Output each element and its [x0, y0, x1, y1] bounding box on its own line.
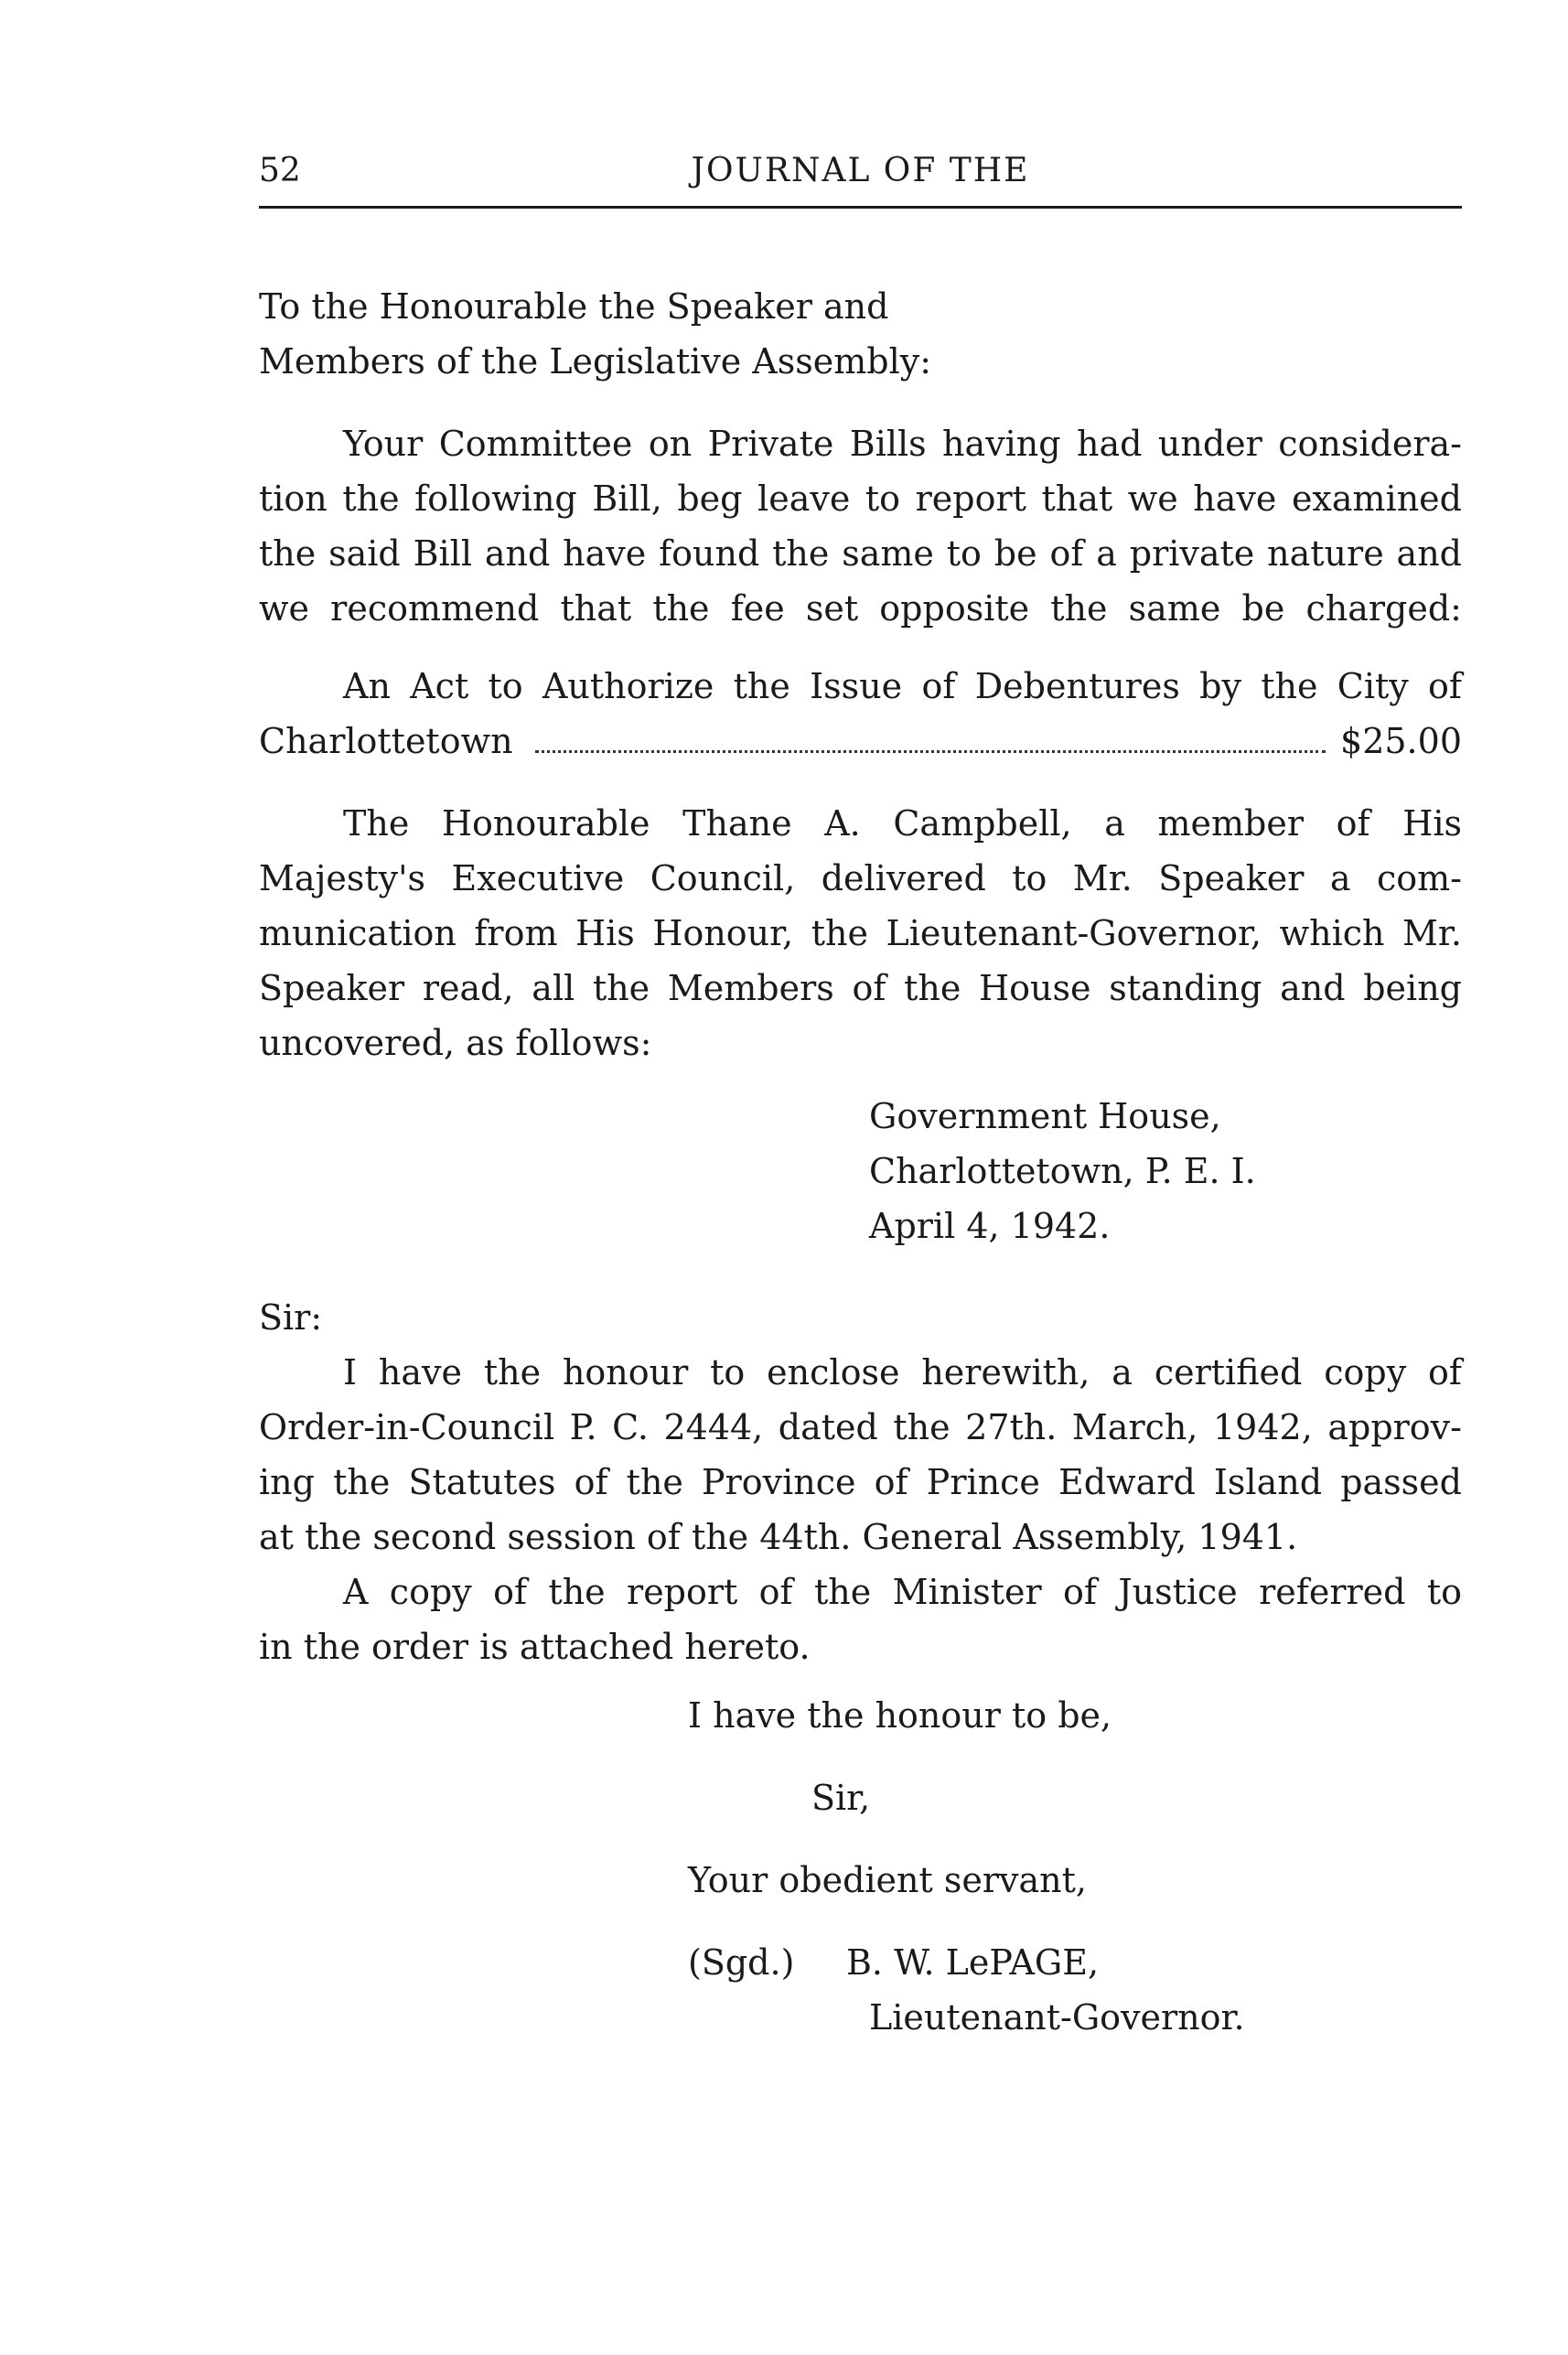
- signer-name: B. W. LePAGE,: [846, 1942, 1100, 1983]
- bill-title: [259, 659, 1462, 714]
- letter-closing-servant: [688, 1853, 1087, 1908]
- report-line: we recommend that the fee set opposite the same be charged:: [259, 588, 1462, 629]
- bill-fee: $25.00: [1340, 721, 1462, 761]
- bill-title-line: An Act to Authorize the Issue of Debentures by the City of: [343, 666, 1462, 706]
- closing-line: Sir,: [811, 1778, 871, 1818]
- letter-address: [869, 1089, 1256, 1253]
- letter-line: in the order is attached hereto.: [259, 1627, 811, 1667]
- communication-paragraph: [259, 796, 1462, 1070]
- letter-closing: [688, 1688, 1112, 1743]
- letter-line: Order-in-Council P. C. 2444, dated the 27th. March, 1942, approv-: [259, 1407, 1462, 1447]
- letter-closing-sir: [811, 1770, 870, 1825]
- letter-salutation: [259, 1290, 1462, 1345]
- letter-body-paragraph: [259, 1345, 1462, 1565]
- signature-block: [846, 1935, 1245, 2045]
- letter-line: ing the Statutes of the Province of Prince Edward Island passed: [259, 1462, 1462, 1502]
- salutation: Sir:: [259, 1297, 323, 1338]
- address-line: Members of the Legislative Assembly:: [259, 341, 932, 382]
- communication-line: munication from His Honour, the Lieutenant-Governor, which Mr.: [259, 913, 1462, 953]
- signer-title: Lieutenant-Governor.: [869, 1997, 1245, 2038]
- bill-title-end: Charlottetown: [259, 721, 513, 761]
- communication-line: The Honourable Thane A. Campbell, a member of His: [343, 803, 1462, 844]
- closing-line: I have the honour to be,: [688, 1695, 1112, 1736]
- committee-report-paragraph: [259, 416, 1462, 636]
- report-line: Your Committee on Private Bills having had under considera-: [343, 424, 1462, 464]
- address-line: To the Honourable the Speaker and: [259, 286, 889, 327]
- communication-line: Majesty's Executive Council, delivered to Mr. Speaker a com-: [259, 858, 1462, 898]
- letter-place: Government House,: [869, 1096, 1221, 1136]
- letter-line: A copy of the report of the Minister of Justice referred to: [343, 1572, 1462, 1612]
- page-header: [259, 151, 1462, 209]
- communication-line: uncovered, as follows:: [259, 1023, 652, 1063]
- letter-place: Charlottetown, P. E. I.: [869, 1151, 1256, 1191]
- sgd-mark: (Sgd.): [688, 1942, 795, 1983]
- report-line: the said Bill and have found the same to be of a private nature and: [259, 533, 1462, 574]
- communication-line: Speaker read, all the Members of the House standing and being: [259, 968, 1462, 1008]
- report-line: tion the following Bill, beg leave to report that we have examined: [259, 479, 1462, 519]
- letter-date: April 4, 1942.: [869, 1206, 1111, 1246]
- bill-fee-line: [259, 714, 1462, 769]
- closing-line: Your obedient servant,: [688, 1860, 1087, 1900]
- dot-leader: [535, 749, 1326, 753]
- running-head: JOURNAL OF THE: [691, 152, 1030, 189]
- letter-line: at the second session of the 44th. General Assembly, 1941.: [259, 1517, 1298, 1557]
- page-number: 52: [259, 152, 301, 189]
- letter-attachment-paragraph: [259, 1565, 1462, 1674]
- signature-sgd: [688, 1935, 794, 1990]
- letter-line: I have the honour to enclose herewith, a certified copy of: [343, 1352, 1462, 1393]
- address-block: [259, 279, 1462, 389]
